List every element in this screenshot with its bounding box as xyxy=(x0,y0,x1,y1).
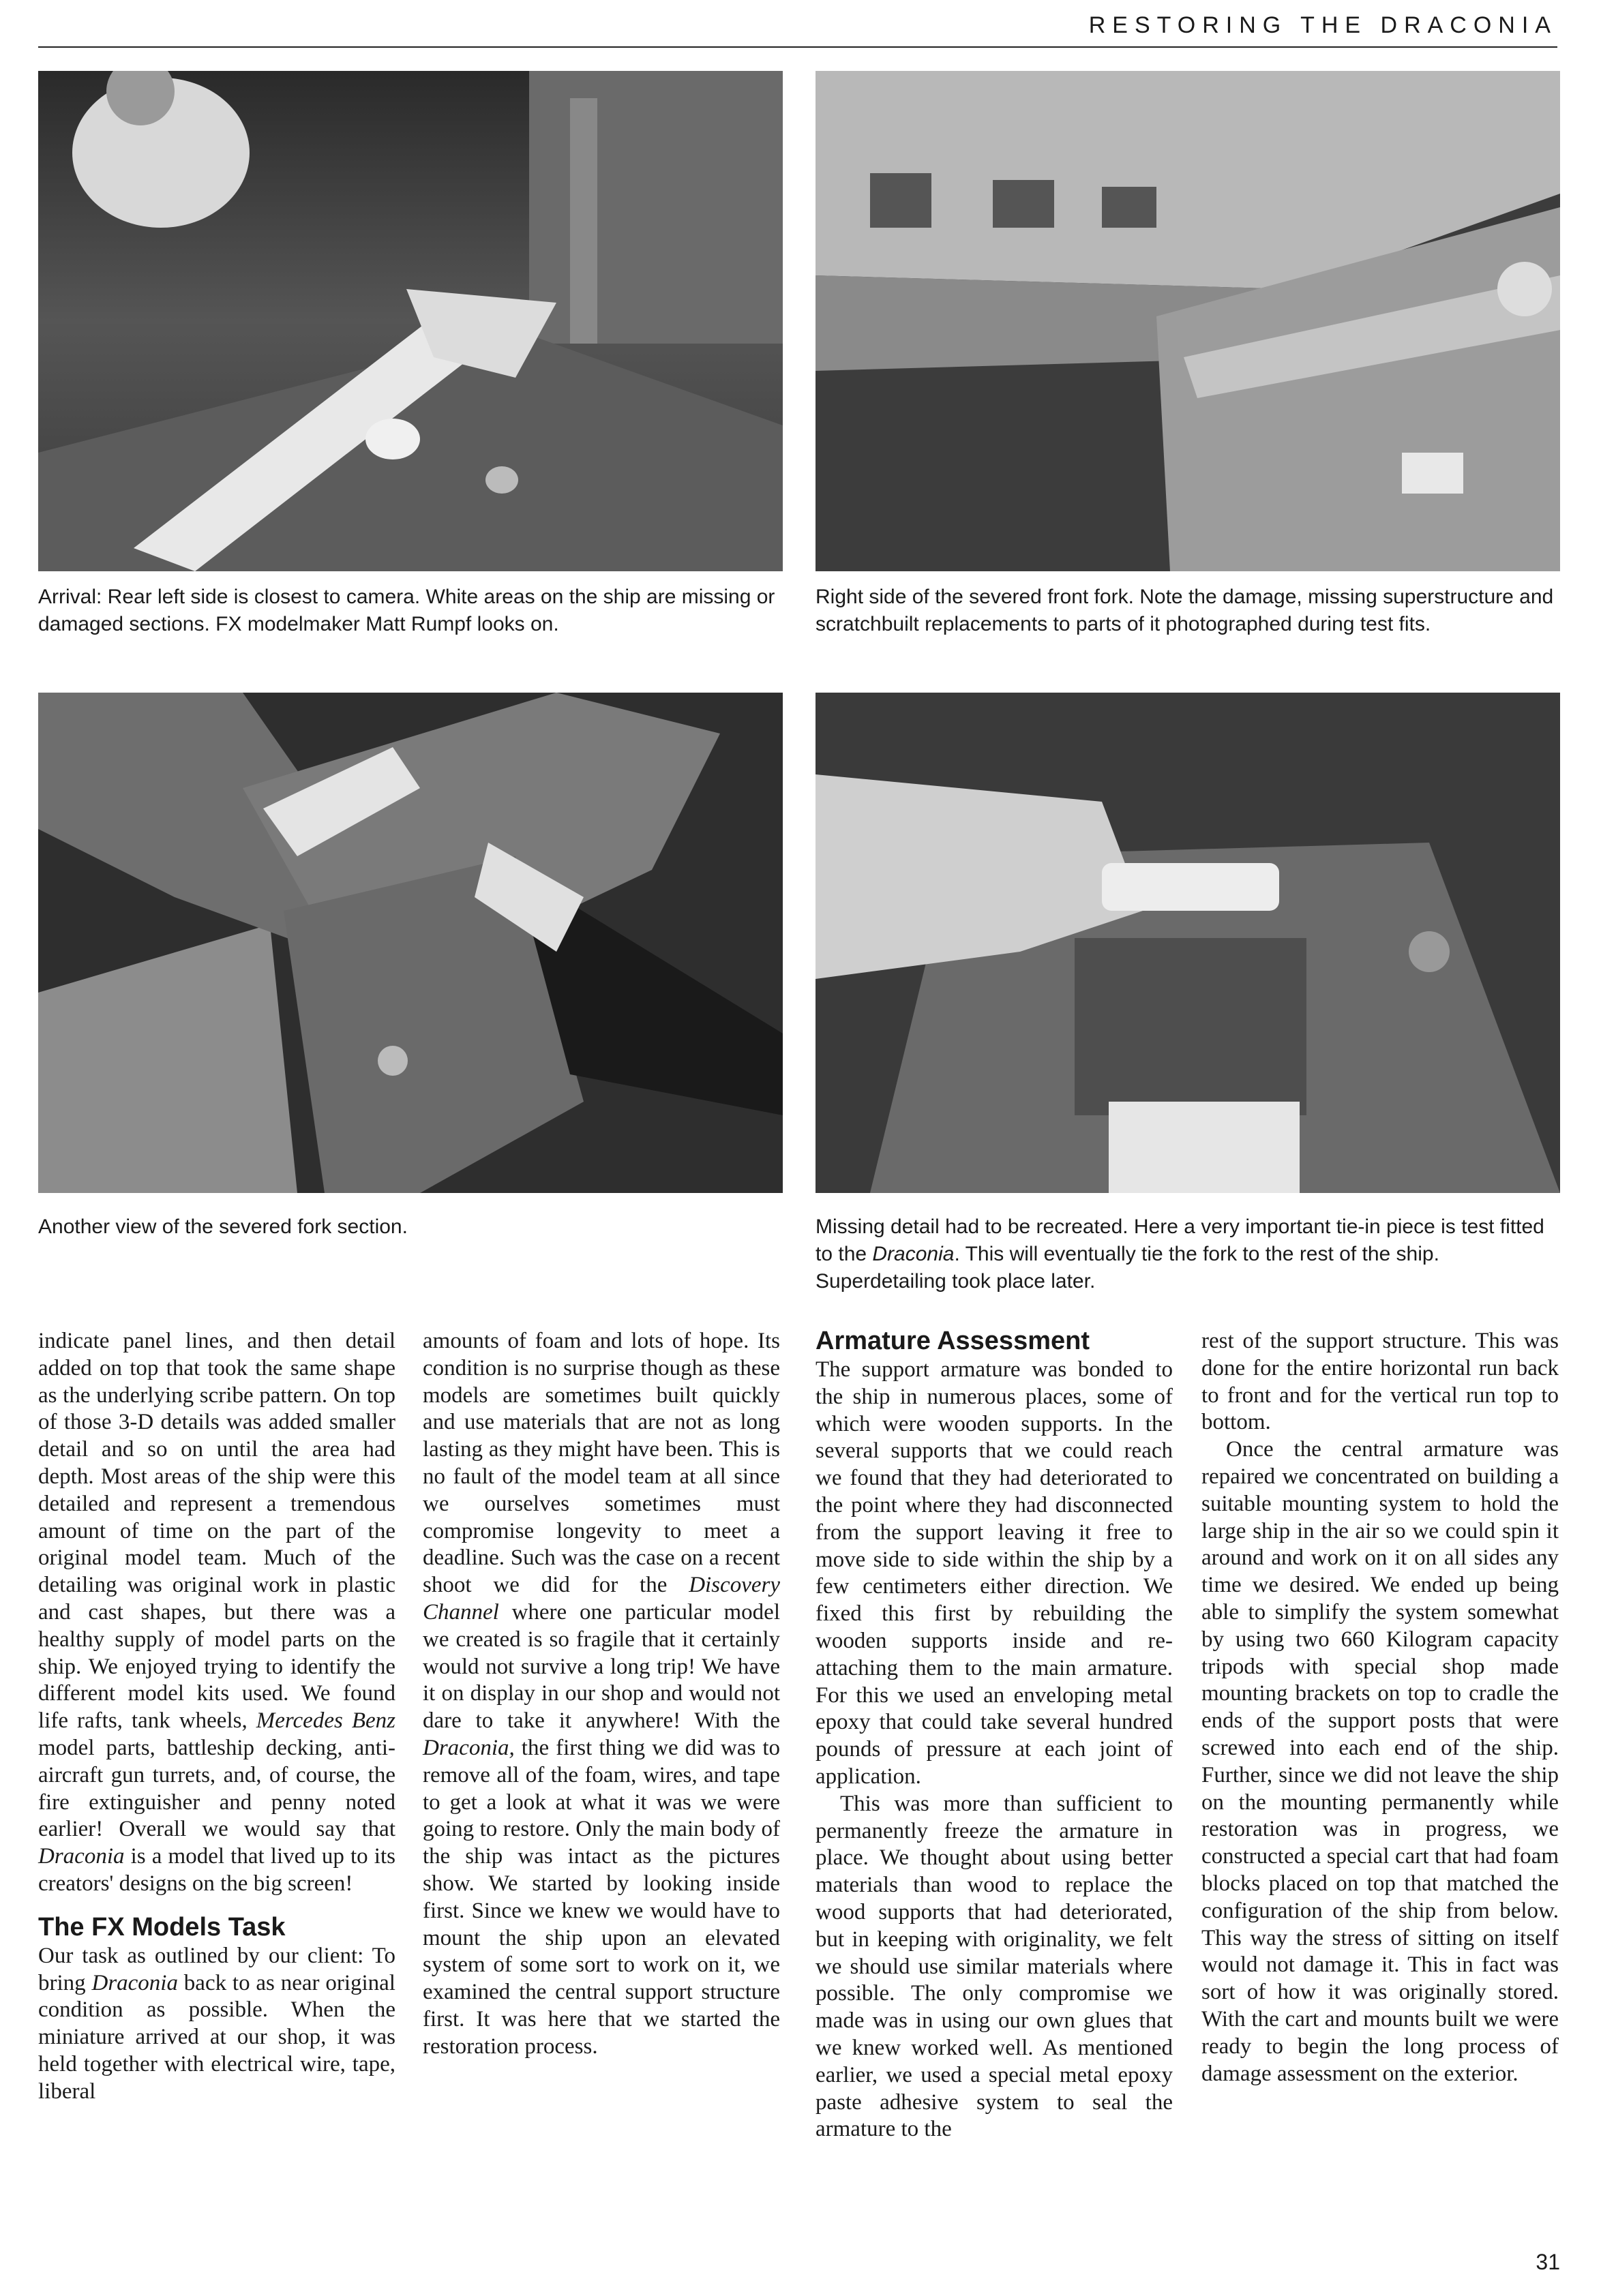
body-paragraph: The support armature was bonded to the ship in numerous places, some of which were wooden supports. In the several supports that we could reach we found that they had deteriorated to the point where they had disconnected from the support leaving it free to move side to side within the ship by a few centimeters either direction. We fixed this first by rebuilding the wooden supports inside and re-attaching them to the main armature. For this we used an enveloping metal epoxy that could take several hundred pounds of pressure at each joint of application. xyxy=(816,1357,1173,1789)
caption-front-fork-right: Right side of the severed front fork. Note the damage, missing superstructure and scratchbuilt replacements to parts of it photographed during test fits. xyxy=(816,586,1554,635)
photo-severed-fork xyxy=(38,693,783,1193)
section-heading-fx-models-task: The FX Models Task xyxy=(38,1912,286,1942)
body-paragraph: This was more than sufficient to permanently freeze the armature in place. We thought about using better materials than wood to replace the wood supports that had deteriorated, but in keeping with originality, we felt we should use similar materials where possible. The only compromise we made was in using our own glues that we knew worked well. As mentioned earlier, we used a special metal epoxy paste adhesive system to seal the armature to the xyxy=(816,1791,1173,2142)
article-column-3 xyxy=(816,1328,1173,2143)
photo-arrival xyxy=(38,71,783,571)
article-column-2 xyxy=(423,1328,780,2061)
photo-front-fork-right xyxy=(816,71,1560,571)
page-number: 31 xyxy=(1536,2250,1560,2274)
caption-text: Missing detail had to be recreated. Here a very important tie-in piece is test fitted to the xyxy=(816,1215,1544,1265)
section-heading-armature-assessment: Armature Assessment xyxy=(816,1327,1090,1355)
body-paragraph: rest of the support structure. This was done for the entire horizontal run back to front and for the vertical run top to bottom. xyxy=(1201,1329,1559,1435)
caption-tie-in-piece xyxy=(816,1213,1560,1295)
body-paragraph: Once the central armature was repaired we concentrated on building a suitable mounting system to hold the large ship in the air so we could spin it around and work on it on all sides any time we desired. We ended up being able to simplify the system somewhat by using two 660 Kilogram capacity tripods with special shop made mounting brackets on top to cradle the ends of the support posts that were screwed into each end of the ship. Further, since we did not leave the ship on the mounting permanently while restoration was in progress, we constructed a special cart that had foam blocks placed on top that matched the configuration of the ship from below. This way the stress of sitting on itself would not damage it. This in fact was sort of how it was originally stored. With the cart and mounts built we were ready to begin the long process of damage assessment on the exterior. xyxy=(1201,1437,1559,2086)
photo-tie-in-piece xyxy=(816,693,1560,1193)
caption-italic-title: Draconia xyxy=(872,1243,955,1265)
running-header xyxy=(38,5,1557,48)
caption-text: . This will eventually tie the fork to the rest of the ship. Superdetailing took place later. xyxy=(816,1243,1439,1293)
caption-severed-fork: Another view of the severed fork section. xyxy=(38,1215,408,1238)
header-title: RESTORING THE DRACONIA xyxy=(1088,12,1557,38)
body-paragraph: amounts of foam and lots of hope. Its condition is no surprise though as these models are sometimes built quickly and use materials that are not as long lasting as they might have been. This is no fault of the model team at all since we ourselves sometimes must compromise longevity to meet a deadline. Such was the case on a recent shoot we did for the Discovery Channel where one particular model we created is so fragile that it certainly would not survive a long trip! We have it on display in our shop and would not dare to take it anywhere! With the Draconia, the first thing we did was to remove all of the foam, wires, and tape to get a look at what it was we were going to restore. Only the main body of the ship was intact as the pictures show. We started by looking inside first. Since we knew we would have to mount the ship upon an elevated system of some sort to work on it, we examined the central support structure first. It was here that we started the restoration process. xyxy=(423,1329,780,2059)
caption-arrival: Arrival: Rear left side is closest to camera. White areas on the ship are missing or damaged sections. FX modelmaker Matt Rumpf looks on. xyxy=(38,586,775,635)
body-paragraph: indicate panel lines, and then detail added on top that took the same shape as the underlying scribe pattern. On top of those 3-D details was added smaller detail and so on until the area had depth. Most areas of the ship were this detailed and represent a tremendous amount of time on the part of the original model team. Much of the detailing was original work in plastic and cast shapes, but there was a healthy supply of model parts on the ship. We enjoyed trying to identify the different model kits used. We found life rafts, tank wheels, Mercedes Benz model parts, battleship decking, anti-aircraft gun turrets, and, of course, the fire extinguisher and penny noted earlier! Overall we would say that Draconia is a model that lived up to its creators' designs on the big screen! xyxy=(38,1329,395,1896)
article-column-4 xyxy=(1201,1328,1559,2087)
article-column-1 xyxy=(38,1328,395,2106)
body-paragraph: Our task as outlined by our client: To bring Draconia back to as near original condition as possible. When the miniature arrived at our shop, it was held together with electrical wire, tape, liberal xyxy=(38,1943,395,2104)
